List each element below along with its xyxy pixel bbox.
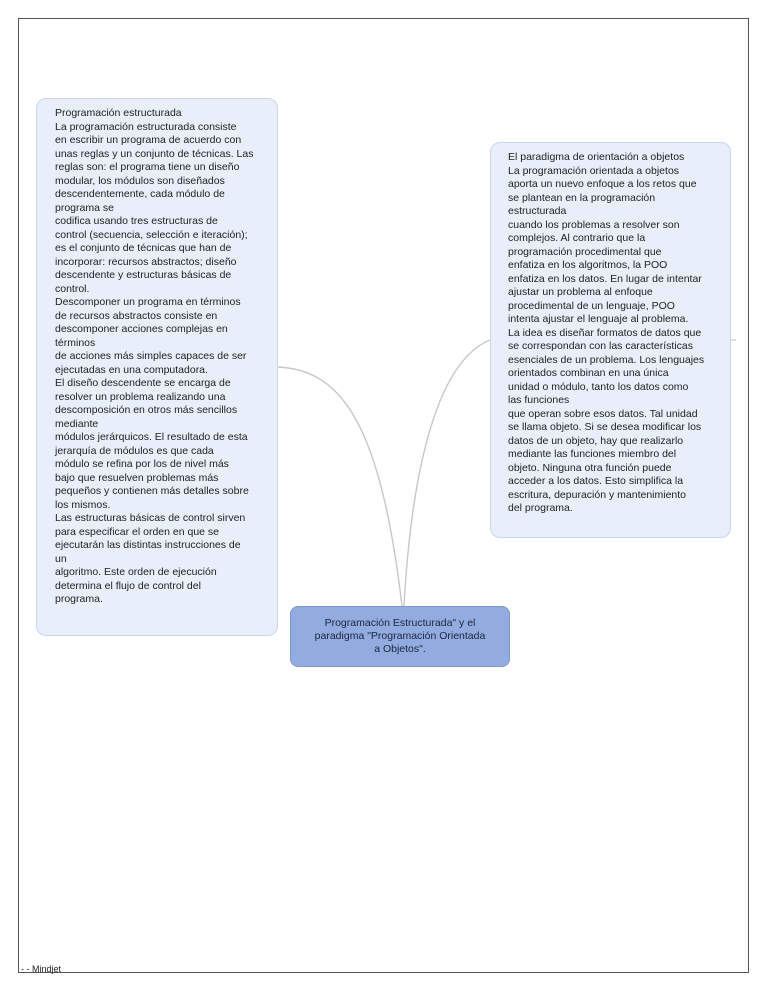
text-line: mediante las funciones miembro del xyxy=(508,448,677,460)
text-line: del programa. xyxy=(508,502,573,514)
topic-body xyxy=(508,165,720,516)
topic-body xyxy=(55,121,267,607)
text-line: Descomponer un programa en términos xyxy=(55,296,241,308)
text-line: complejos. Al contrario que la xyxy=(508,232,646,244)
text-line: módulos jerárquicos. El resultado de esta xyxy=(55,431,248,443)
text-line: descomponer acciones complejas en xyxy=(55,323,228,335)
text-line: de acciones más simples capaces de ser xyxy=(55,350,247,362)
text-line: estructurada xyxy=(508,205,567,217)
text-line: reglas son: el programa tiene un diseño xyxy=(55,161,240,173)
text-line: términos xyxy=(55,336,96,349)
text-line: esenciales de un problema. Los lenguajes xyxy=(508,353,705,366)
text-line: que operan sobre esos datos. Tal unidad xyxy=(508,407,698,420)
text-line: codifica usando tres estructuras de xyxy=(55,215,218,227)
text-line: objeto. Ninguna otra función puede xyxy=(508,461,672,474)
text-line: datos de un objeto, hay que realizarlo xyxy=(508,434,684,447)
text-line: unas reglas y un conjunto de técnicas. Las xyxy=(55,147,254,160)
text-line: ejecutarán las distintas instrucciones de xyxy=(55,539,241,551)
text-line: se llama objeto. Si se desea modificar los xyxy=(508,421,702,433)
text-line: intenta ajustar el lenguaje al problema. xyxy=(508,313,689,325)
topic-programacion-estructurada[interactable] xyxy=(36,98,278,636)
text-line: se correspondan con las características xyxy=(508,340,694,352)
footer-text: - - Mindjet xyxy=(21,964,62,974)
text-line: resolver un problema realizando una xyxy=(55,390,226,403)
text-line: orientados combinan en una única xyxy=(508,367,669,379)
text-line: El diseño descendente se encarga de xyxy=(55,377,231,389)
text-line: en escribir un programa de acuerdo con xyxy=(55,134,242,146)
text-line: La programación estructurada consiste xyxy=(55,120,237,133)
text-line: pequeños y contienen más detalles sobre xyxy=(55,485,249,497)
text-line: bajo que resuelven problemas más xyxy=(55,471,219,484)
text-line: aporta un nuevo enfoque a los retos que xyxy=(508,178,697,190)
topic-title: El paradigma de orientación a objetos xyxy=(508,151,685,163)
text-line: es el conjunto de técnicas que han de xyxy=(55,242,232,254)
text-line: programa se xyxy=(55,201,114,214)
text-line: los mismos. xyxy=(55,498,111,511)
text-line: descomposición en otros más sencillos xyxy=(55,404,238,416)
text-line: un xyxy=(55,552,67,565)
text-line: ejecutadas en una computadora. xyxy=(55,363,208,376)
text-line: La idea es diseñar formatos de datos que xyxy=(508,326,702,339)
text-line: cuando los problemas a resolver son xyxy=(508,218,680,231)
central-topic-text xyxy=(299,617,501,656)
text-line: se plantean en la programación xyxy=(508,191,656,204)
text-line: La programación orientada a objetos xyxy=(508,164,680,177)
central-topic[interactable] xyxy=(290,606,510,667)
text-line: programa. xyxy=(55,593,103,605)
text-line: módulo se refina por los de nivel más xyxy=(55,458,229,470)
topic-title: Programación estructurada xyxy=(55,107,182,119)
text-line: descendente y estructuras básicas de xyxy=(55,269,232,281)
text-line: descendentemente, cada módulo de xyxy=(55,188,225,200)
text-line: control. xyxy=(55,282,90,295)
connector-left xyxy=(278,367,402,606)
text-line: algoritmo. Este orden de ejecución xyxy=(55,566,217,578)
text-line: mediante xyxy=(55,417,99,430)
text-line: a Objetos". xyxy=(374,643,426,655)
text-line: modular, los módulos son diseñados xyxy=(55,174,225,187)
text-line: las funciones xyxy=(508,394,570,406)
text-line: Programación Estructurada" y el xyxy=(324,617,476,629)
text-line: Las estructuras básicas de control sirven xyxy=(55,512,246,524)
text-line: jerarquía de módulos es que cada xyxy=(55,444,214,457)
text-line: procedimental de un lenguaje, POO xyxy=(508,299,675,312)
text-line: programación procedimental que xyxy=(508,245,662,258)
topic-paradigma-orientacion-objetos[interactable] xyxy=(490,142,731,538)
text-line: enfatiza en los datos. En lugar de intentar xyxy=(508,272,702,285)
text-line: incorporar: recursos abstractos; diseño xyxy=(55,255,237,268)
text-line: control (secuencia, selección e iteración); xyxy=(55,228,248,241)
text-line: determina el flujo de control del xyxy=(55,579,201,592)
text-line: escritura, depuración y mantenimiento xyxy=(508,488,687,501)
text-line: para especificar el orden en que se xyxy=(55,525,220,538)
text-line: ajustar un problema al enfoque xyxy=(508,286,653,298)
text-line: unidad o módulo, tanto los datos como xyxy=(508,380,689,393)
text-line: enfatiza en los algoritmos, la POO xyxy=(508,259,668,271)
connector-right xyxy=(404,340,490,606)
text-line: acceder a los datos. Esto simplifica la xyxy=(508,475,684,487)
text-line: de recursos abstractos consiste en xyxy=(55,309,218,322)
text-line: paradigma "Programación Orientada xyxy=(314,630,486,642)
